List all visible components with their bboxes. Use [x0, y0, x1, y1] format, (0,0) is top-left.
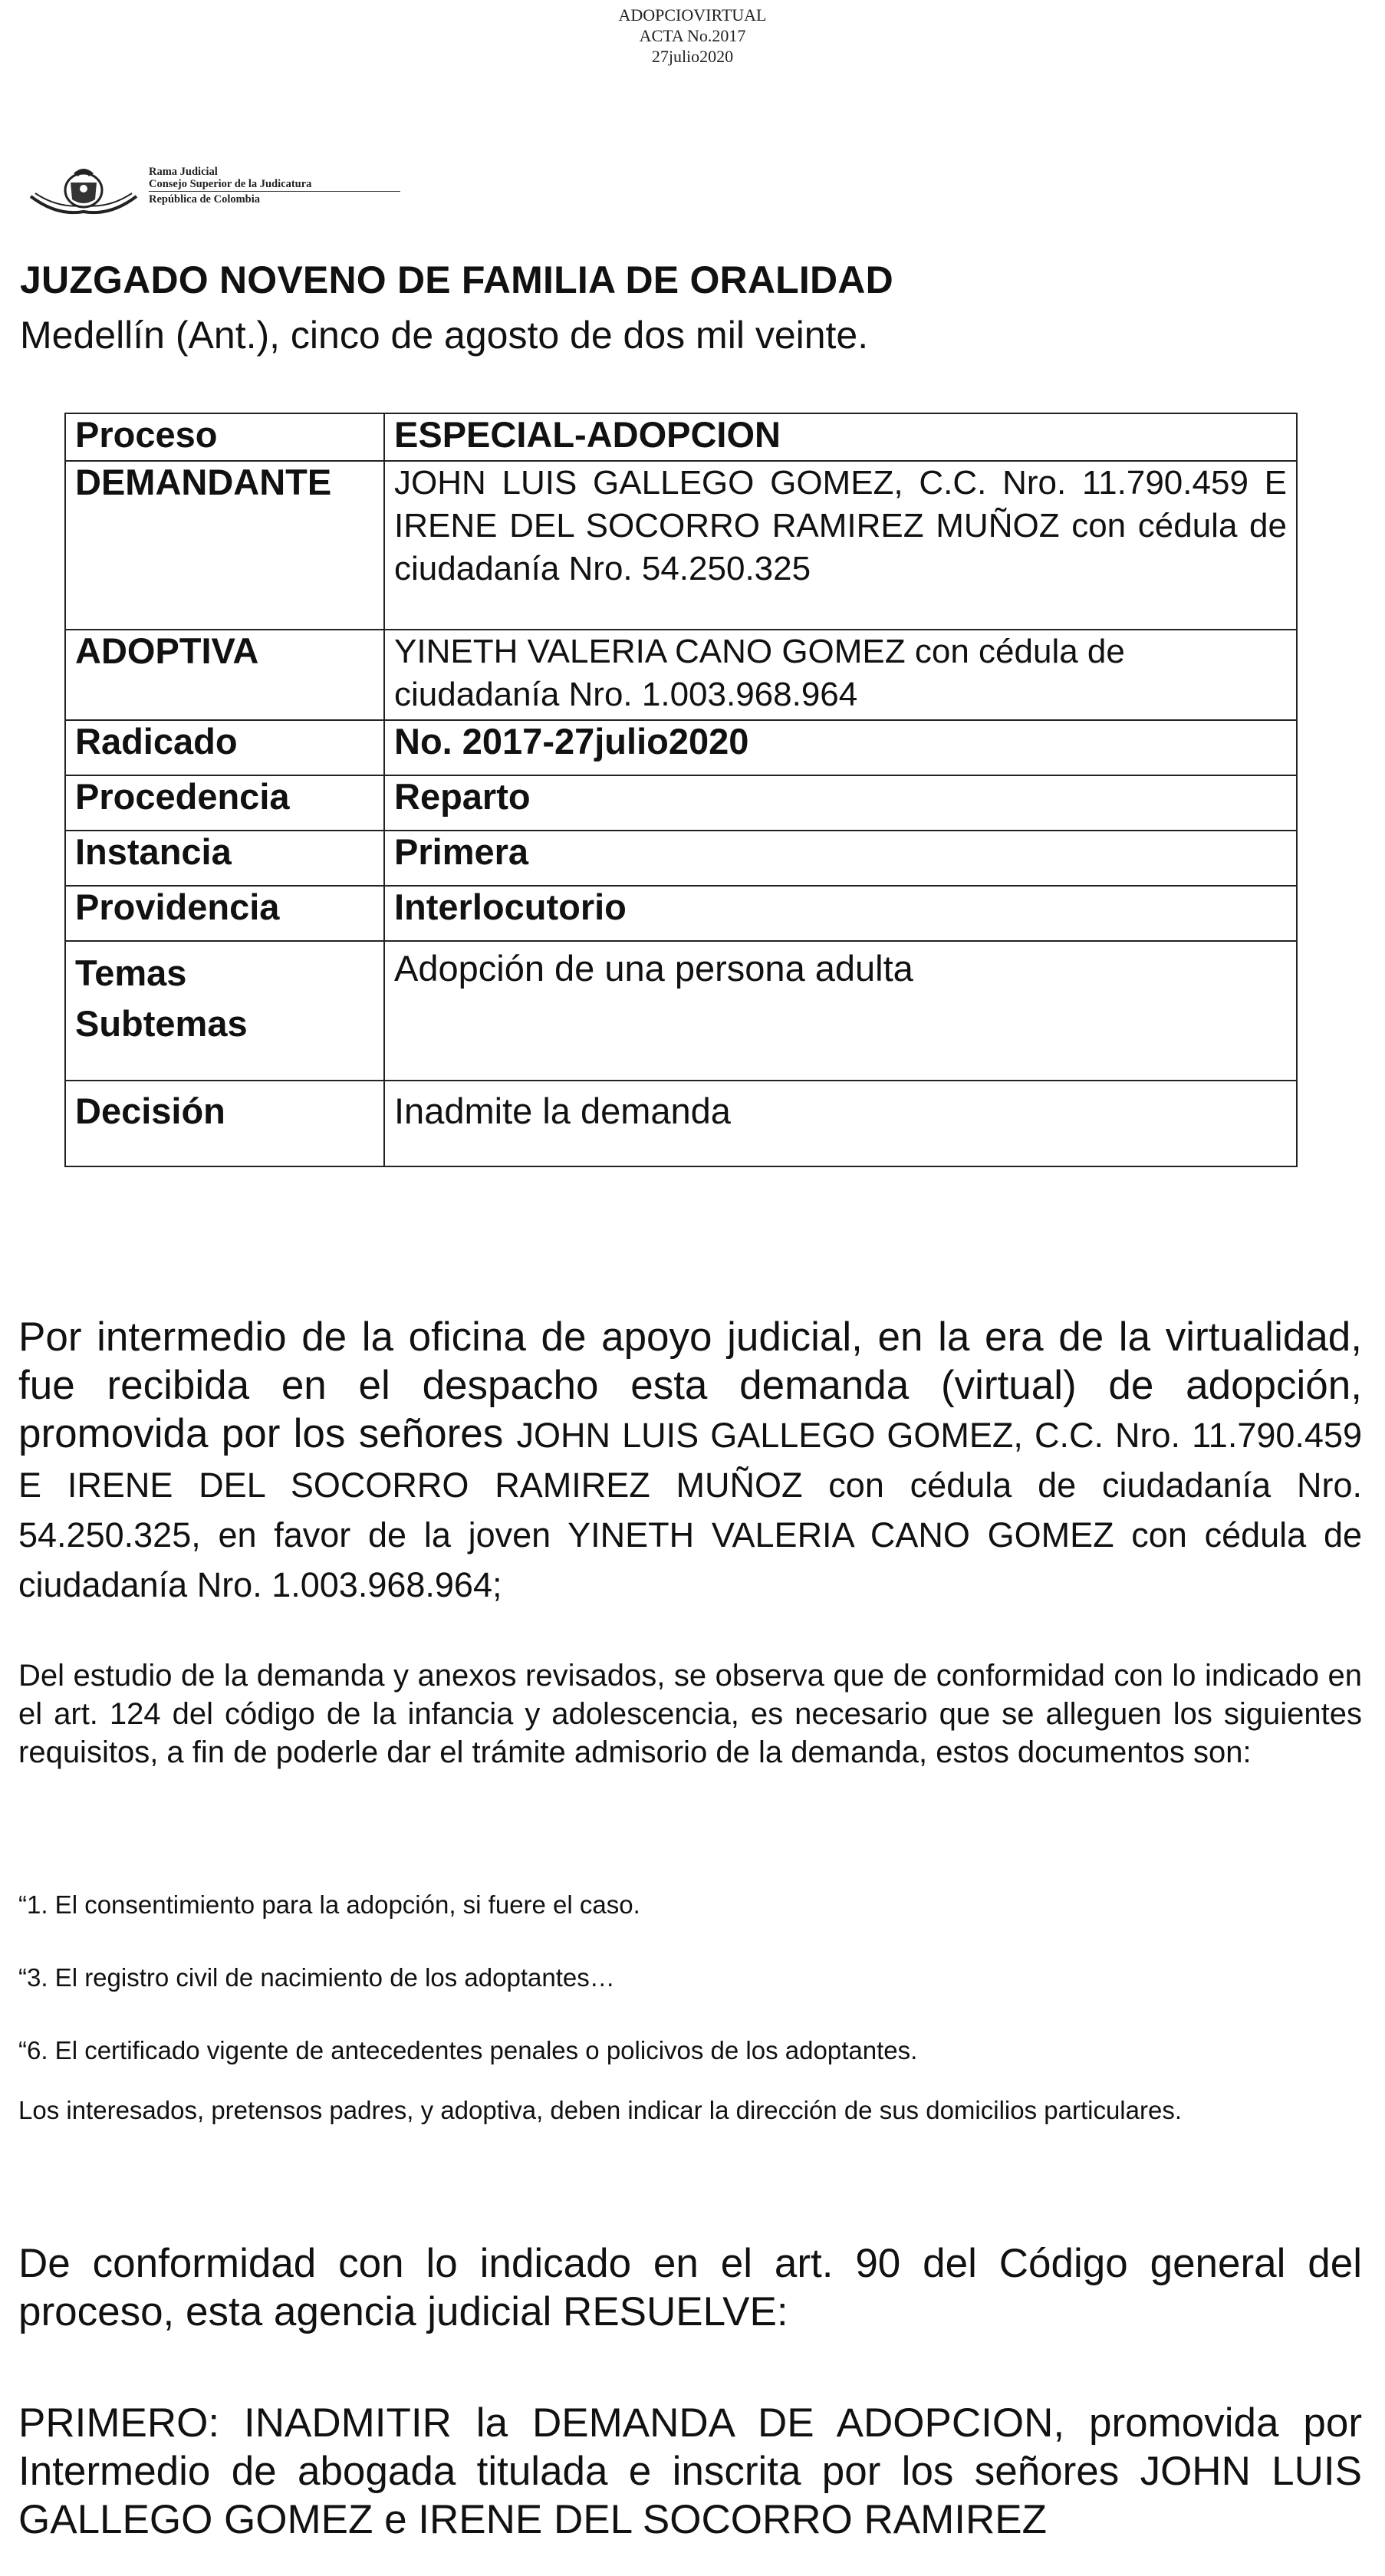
colombia-coat-of-arms-icon — [26, 163, 141, 216]
row-proceso — [65, 413, 1297, 461]
letterhead-rama: Rama Judicial — [149, 166, 218, 178]
value-proceso: ESPECIAL-ADOPCION — [384, 413, 1297, 461]
document-stamp — [0, 5, 1385, 67]
requirement-3: “3. El registro civil de nacimiento de los adoptantes… — [18, 1963, 615, 1992]
court-name: JUZGADO NOVENO DE FAMILIA DE ORALIDAD — [20, 258, 893, 301]
label-temas: Temas — [75, 952, 187, 993]
row-adoptiva — [65, 630, 1297, 720]
paragraph-study: Del estudio de la demanda y anexos revisados, se observa que de conformidad con lo indicado en el art. 124 del código de la infancia y adolescencia, es necesario que se alleguen los siguientes requisitos, a fin de poderle dar el trámite admisorio de la demanda, estos documentos son: — [18, 1659, 1362, 1769]
paragraph-intro — [18, 1313, 1362, 1609]
label-decision: Decisión — [65, 1081, 384, 1166]
letterhead-rule — [149, 191, 400, 192]
label-temas-subtemas — [65, 941, 384, 1081]
label-providencia: Providencia — [65, 886, 384, 941]
label-radicado: Radicado — [65, 720, 384, 775]
row-procedencia — [65, 775, 1297, 831]
row-decision — [65, 1081, 1297, 1166]
row-instancia — [65, 831, 1297, 886]
paragraph-resuelve: De conformidad con lo indicado en el art. 90 del Código general del proceso, esta agencia judicial RESUELVE: — [18, 2241, 1362, 2334]
case-info-table — [64, 413, 1298, 1167]
paragraph-intro-parties: JOHN LUIS GALLEGO GOMEZ, C.C. Nro. 11.790.459 E IRENE DEL SOCORRO RAMIREZ MUÑOZ con cédula de ciudadanía Nro. 54.250.325, en favor de la joven YINETH VALERIA CANO GOMEZ con cédula de ciudadanía Nro. 1.003.968.964; — [18, 1416, 1362, 1604]
value-radicado: No. 2017-27julio2020 — [384, 720, 1297, 775]
row-providencia — [65, 886, 1297, 941]
stamp-line-2: ACTA No.2017 — [639, 26, 746, 45]
stamp-line-3: 27julio2020 — [651, 47, 734, 66]
label-demandante: DEMANDANTE — [65, 461, 384, 630]
paragraph-intro-text: Por intermedio de la oficina de apoyo judicial, en la era de la virtualidad, fue recibida en el despacho esta demanda (virtual) de adopción, promovida por los señores — [18, 1314, 1362, 1456]
label-adoptiva: ADOPTIVA — [65, 630, 384, 720]
label-subtemas: Subtemas — [75, 1003, 248, 1044]
row-radicado — [65, 720, 1297, 775]
row-demandante — [65, 461, 1297, 630]
label-proceso: Proceso — [65, 413, 384, 461]
place-date: Medellín (Ant.), cinco de agosto de dos mil veinte. — [20, 314, 869, 357]
value-providencia: Interlocutorio — [384, 886, 1297, 941]
label-instancia: Instancia — [65, 831, 384, 886]
requirement-1: “1. El consentimiento para la adopción, si fuere el caso. — [18, 1890, 640, 1919]
value-procedencia: Reparto — [384, 775, 1297, 831]
row-temas — [65, 941, 1297, 1081]
value-decision: Inadmite la demanda — [384, 1081, 1297, 1166]
value-demandante: JOHN LUIS GALLEGO GOMEZ, C.C. Nro. 11.790.459 E IRENE DEL SOCORRO RAMIREZ MUÑOZ con cédula de ciudadanía Nro. 54.250.325 — [384, 461, 1297, 630]
paragraph-primero: PRIMERO: INADMITIR la DEMANDA DE ADOPCION, promovida por Intermedio de abogada titulada e inscrita por los señores JOHN LUIS GALLEGO GOMEZ e IRENE DEL SOCORRO RAMIREZ — [18, 2400, 1362, 2542]
letterhead-republica: República de Colombia — [149, 193, 261, 206]
paragraph-domicilios: Los interesados, pretensos padres, y adoptiva, deben indicar la dirección de sus domicilios particulares. — [18, 2096, 1183, 2124]
requirement-6: “6. El certificado vigente de antecedentes penales o policivos de los adoptantes. — [18, 2036, 918, 2064]
value-temas: Adopción de una persona adulta — [384, 941, 1297, 1081]
label-procedencia: Procedencia — [65, 775, 384, 831]
value-adoptiva: YINETH VALERIA CANO GOMEZ con cédula de ciudadanía Nro. 1.003.968.964 — [384, 630, 1297, 720]
value-instancia: Primera — [384, 831, 1297, 886]
stamp-line-1: ADOPCIOVIRTUAL — [618, 5, 767, 25]
letterhead — [26, 158, 456, 219]
letterhead-consejo: Consejo Superior de la Judicatura — [149, 178, 312, 190]
